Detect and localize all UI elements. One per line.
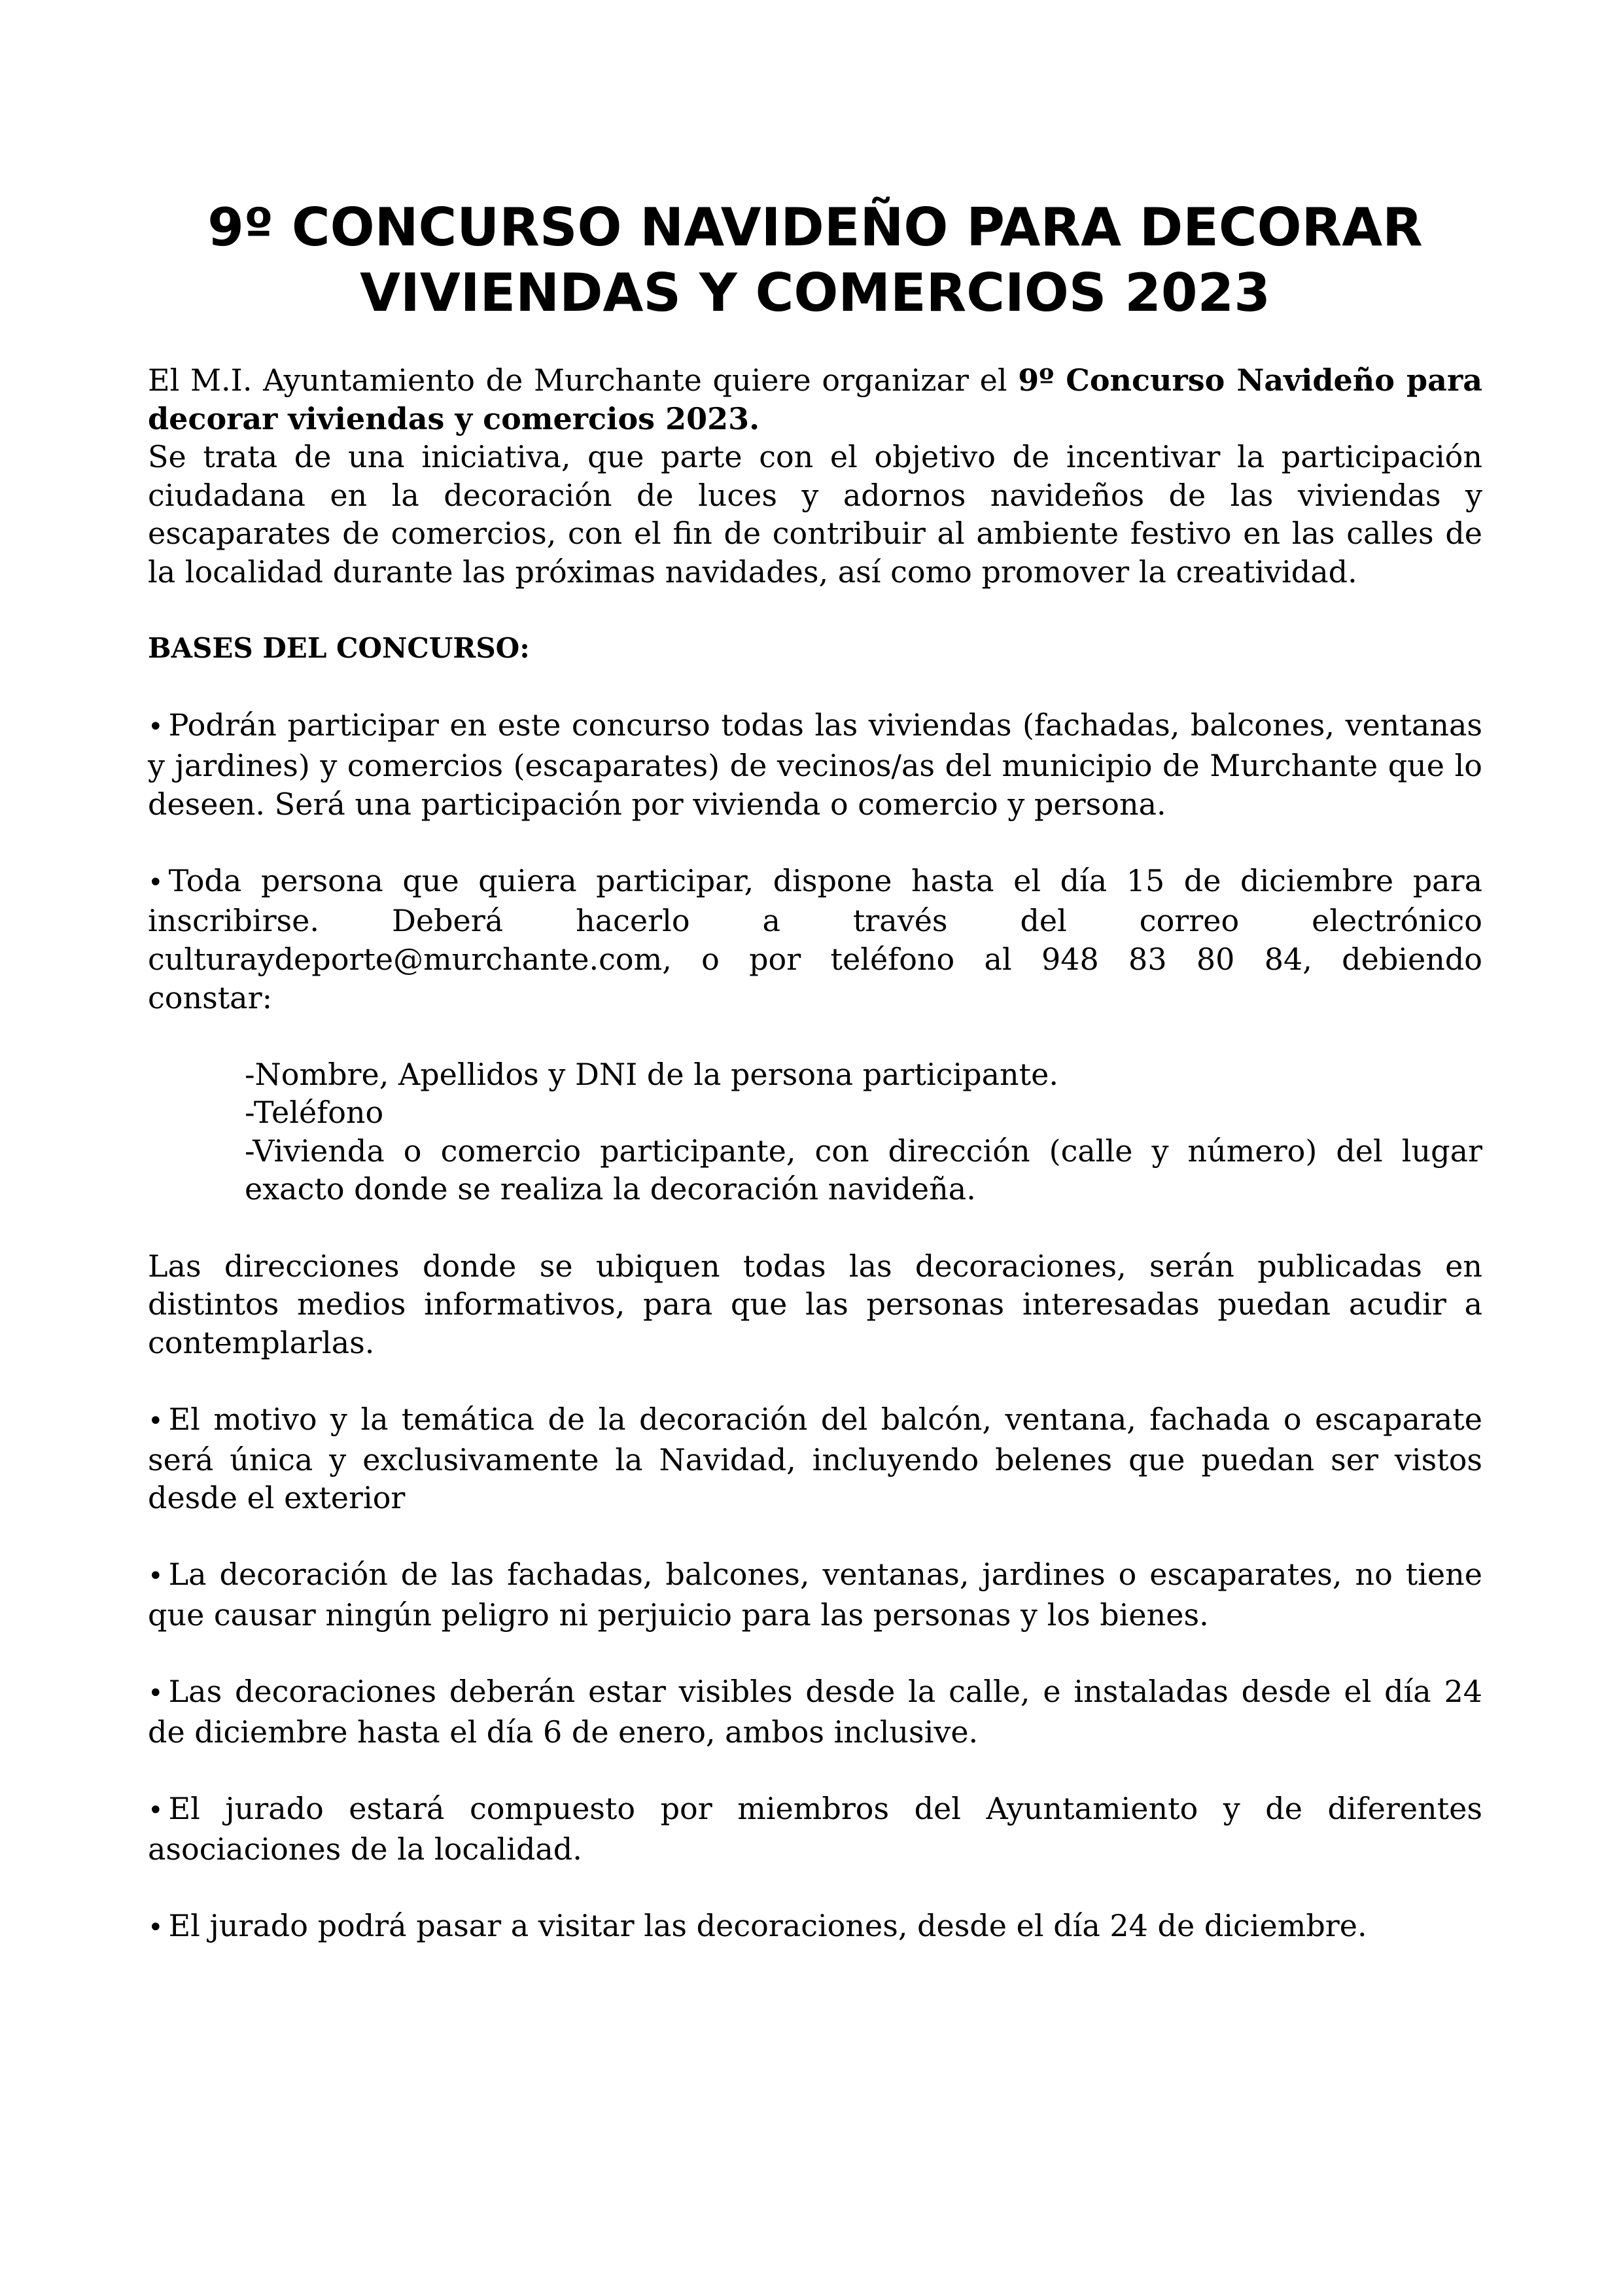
bullet-jury-visit: • El jurado podrá pasar a visitar las decoraciones, desde el día 24 de diciembre.: [148, 1907, 1482, 1947]
bullet-theme: • El motivo y la temática de la decoración del balcón, ventana, fachada o escaparate será única y exclusivamente la Navidad, incluyendo belenes que puedan ser vistos desde el exterior: [148, 1400, 1482, 1517]
bullet-registration: [148, 862, 1482, 1017]
intro-paragraph: [148, 361, 1482, 438]
requirement-address: -Vivienda o comercio participante, con dirección (calle y número) del lugar exacto donde se realiza la decoración navideña.: [245, 1133, 1482, 1207]
document-body: [148, 361, 1482, 1947]
intro-lead: El M.I. Ayuntamiento de Murchante quiere organizar el: [148, 362, 1019, 398]
registration-line-2: inscribirse. Deberá hacerlo a través del correo electrónico: [148, 903, 1482, 939]
bullet-participants: • Podrán participar en este concurso todas las viviendas (fachadas, balcones, ventanas y jardines) y comercios (escaparates) de vecinos/as del municipio de Murchante que lo deseen. Será una participación por vivienda o comercio y persona.: [148, 706, 1482, 823]
intro-description: Se trata de una iniciativa, que parte con el objetivo de incentivar la participación ciudadana en la decoración de luces y adornos navideños de las viviendas y escaparates de comercios, con el fin de contribuir al ambiente festivo en las calles de la localidad durante las próximas navidades, así como promover la creatividad.: [148, 439, 1482, 590]
intro-contest-name: 9º Concurso Navideño para decorar viviendas y comercios 2023.: [148, 362, 1483, 436]
bases-heading: BASES DEL CONCURSO:: [148, 632, 530, 665]
document-title: [148, 195, 1482, 326]
title-line-1: 9º CONCURSO NAVIDEÑO PARA DECORAR: [207, 197, 1423, 258]
registration-line-1: • Toda persona que quiera participar, dispone hasta el día 15 de diciembre para: [148, 862, 1482, 902]
requirements-list: [245, 1055, 1482, 1209]
title-line-2: VIVIENDAS Y COMERCIOS 2023: [360, 262, 1270, 323]
bullet-jury: • El jurado estará compuesto por miembros del Ayuntamiento y de diferentes asociaciones de la localidad.: [148, 1790, 1482, 1868]
registration-line-4: constar:: [148, 980, 273, 1016]
requirement-name: -Nombre, Apellidos y DNI de la persona participante.: [245, 1056, 1058, 1092]
registration-line-3: culturaydeporte@murchante.com, o por teléfono al 948 83 80 84, debiendo: [148, 941, 1482, 977]
bullet-dates: • Las decoraciones deberán estar visibles desde la calle, e instaladas desde el día 24 de diciembre hasta el día 6 de enero, ambos inclusive.: [148, 1672, 1482, 1751]
requirement-phone: -Teléfono: [245, 1095, 384, 1131]
bullet-safety: • La decoración de las fachadas, balcones, ventanas, jardines o escaparates, no tiene que causar ningún peligro ni perjuicio para las personas y los bienes.: [148, 1555, 1482, 1634]
directions-paragraph: Las direcciones donde se ubiquen todas las decoraciones, serán publicadas en distintos medios informativos, para que las personas interesadas puedan acudir a contemplarlas.: [148, 1248, 1482, 1360]
